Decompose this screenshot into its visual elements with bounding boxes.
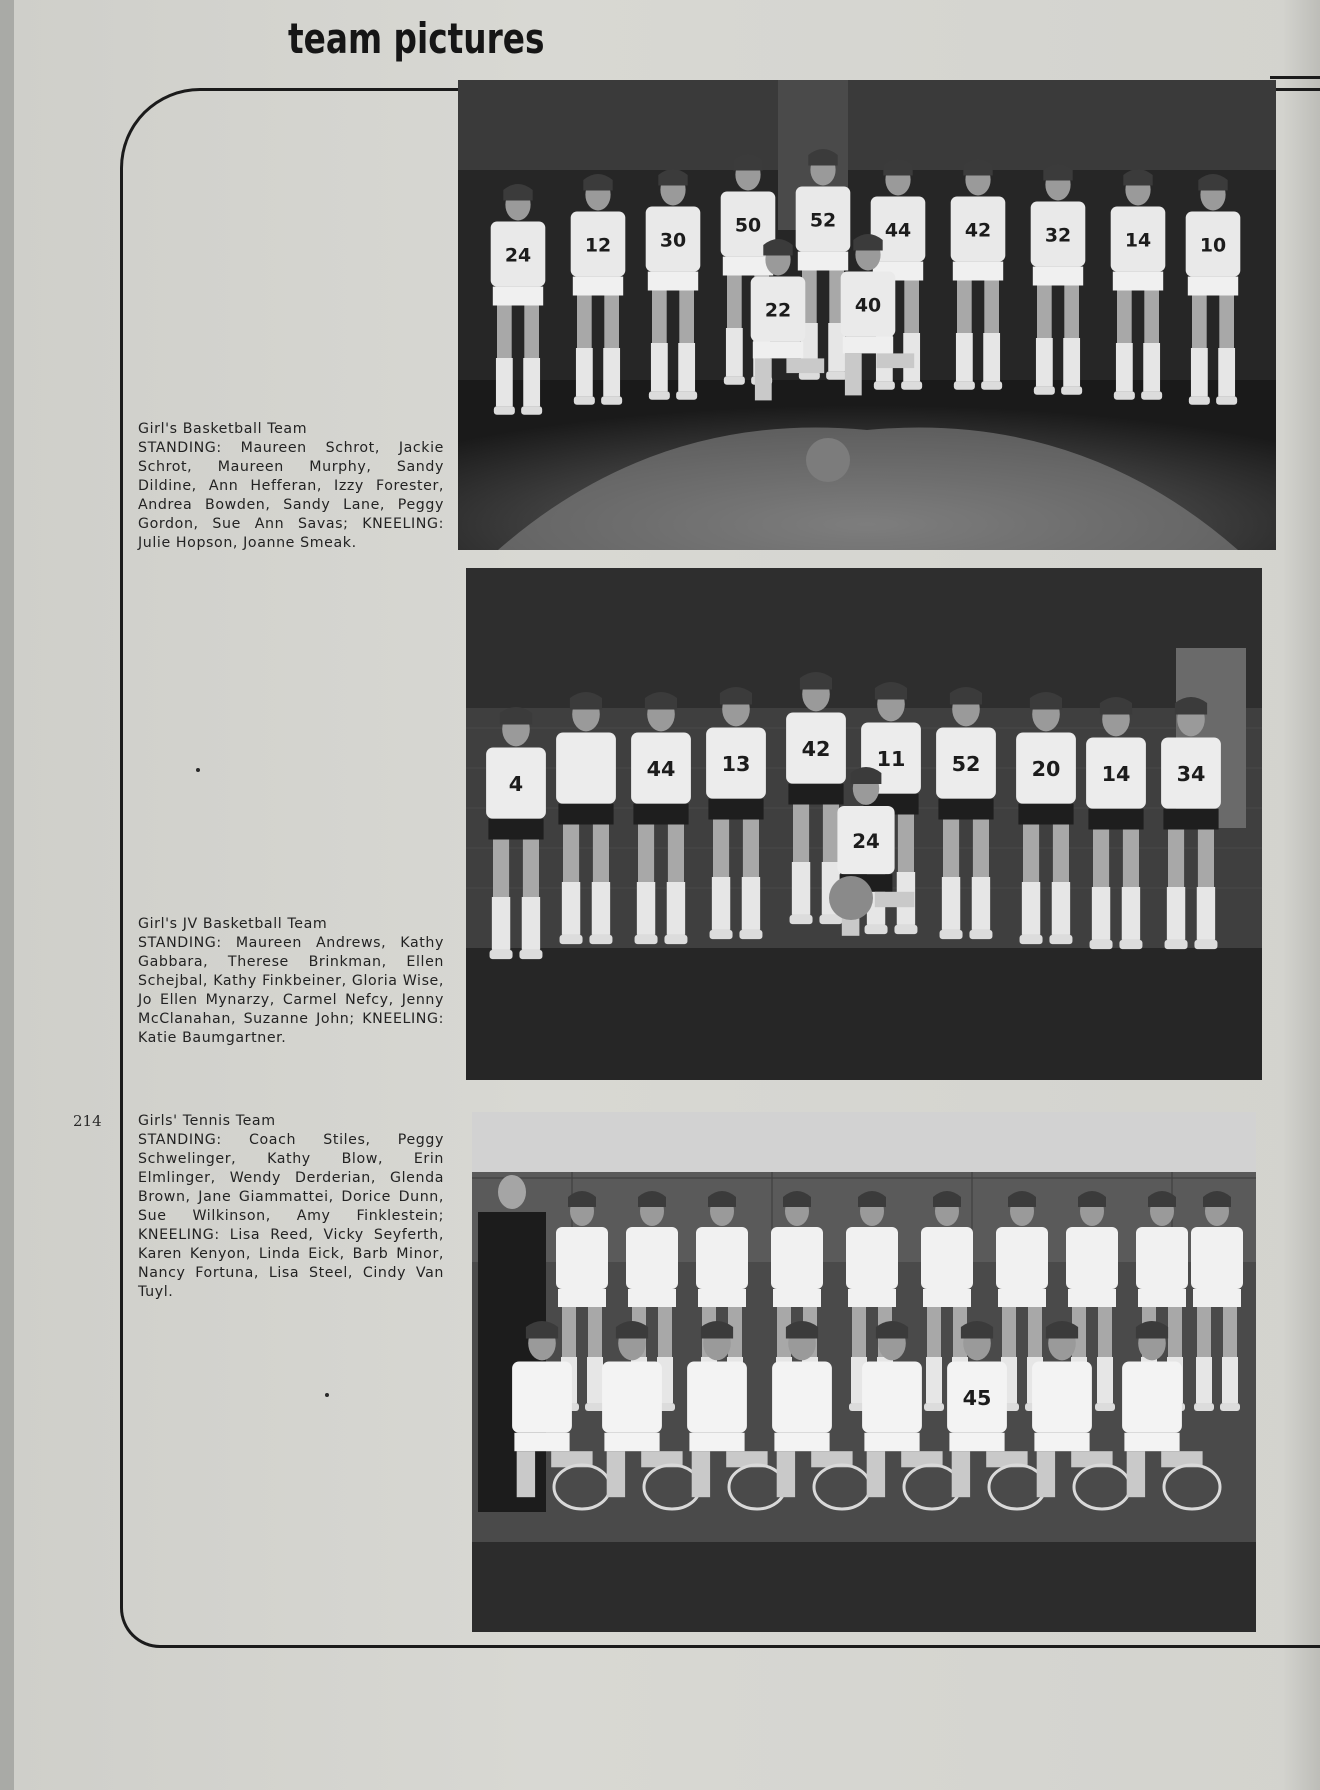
photo-image (472, 1112, 1256, 1632)
jersey-number: 44 (884, 219, 912, 242)
jersey-number: 40 (854, 294, 882, 317)
caption-varsity-basketball (138, 420, 444, 553)
jersey-number: 52 (951, 752, 981, 777)
caption-names: STANDING: Coach Stiles, Peggy Schwelinger, Kathy Blow, Erin Elmlinger, Wendy Derderian, Glenda Brown, Jane Giammattei, Dorice Dunn, Sue Wilkinson, Amy Finklestein; KNEELING: Lisa Reed, Vicky Seyferth, Karen Kenyon, Linda Eick, Barb Minor, Nancy Fortuna, Lisa Steel, Cindy Van Tuyl. (138, 1132, 444, 1300)
caption-title: Girl's Basketball Team (138, 421, 308, 437)
team-photo-tennis (472, 1112, 1256, 1632)
caption-names: STANDING: Maureen Andrews, Kathy Gabbara, Therese Brinkman, Ellen Schejbal, Kathy Finkbeiner, Gloria Wise, Jo Ellen Mynarzy, Carmel Nefcy, Jenny McClanahan, Suzanne John; KNEELING: Katie Baumgartner. (138, 935, 444, 1046)
jersey-number: 24 (504, 244, 532, 267)
jersey-number: 11 (876, 747, 906, 772)
jersey-number: 42 (964, 219, 992, 242)
team-photo-varsity-basketball (458, 80, 1276, 550)
jersey-number: 50 (734, 214, 762, 237)
photo-image (466, 568, 1262, 1080)
print-speck (325, 1393, 329, 1397)
jersey-number: 14 (1124, 229, 1152, 252)
jersey-number: 4 (508, 772, 524, 797)
caption-title: Girl's JV Basketball Team (138, 916, 328, 932)
basketball (829, 876, 873, 920)
jersey-number: 52 (809, 209, 837, 232)
frame-top-extension (1270, 76, 1320, 79)
jersey-number: 34 (1176, 762, 1206, 787)
team-photo-jv-basketball (466, 568, 1262, 1080)
jersey-number: 44 (646, 757, 676, 782)
caption-title: Girls' Tennis Team (138, 1113, 276, 1129)
jersey-number: 20 (1031, 757, 1061, 782)
page-number: 214 (73, 1112, 102, 1130)
caption-jv-basketball (138, 915, 444, 1048)
photo-image (458, 80, 1276, 550)
jersey-number: 12 (584, 234, 612, 257)
jersey-number: 14 (1101, 762, 1131, 787)
jersey-number: 24 (852, 829, 880, 853)
jersey-number: 30 (659, 229, 687, 252)
basketball (806, 438, 850, 482)
jersey-number: 42 (801, 737, 831, 762)
jersey-number: 45 (962, 1386, 992, 1411)
caption-tennis (138, 1112, 444, 1302)
jersey-number: 10 (1199, 234, 1227, 257)
jersey-number: 22 (764, 299, 792, 322)
jersey-number: 13 (721, 752, 751, 777)
jersey-number: 32 (1044, 224, 1072, 247)
caption-names: STANDING: Maureen Schrot, Jackie Schrot, Maureen Murphy, Sandy Dildine, Ann Hefferan, Izzy Forester, Andrea Bowden, Sandy Lane, Peggy Gordon, Sue Ann Savas; KNEELING: Julie Hopson, Joanne Smeak. (138, 440, 444, 551)
page-left-edge (0, 0, 14, 1790)
page-header: team pictures (288, 14, 545, 63)
print-speck (196, 768, 200, 772)
